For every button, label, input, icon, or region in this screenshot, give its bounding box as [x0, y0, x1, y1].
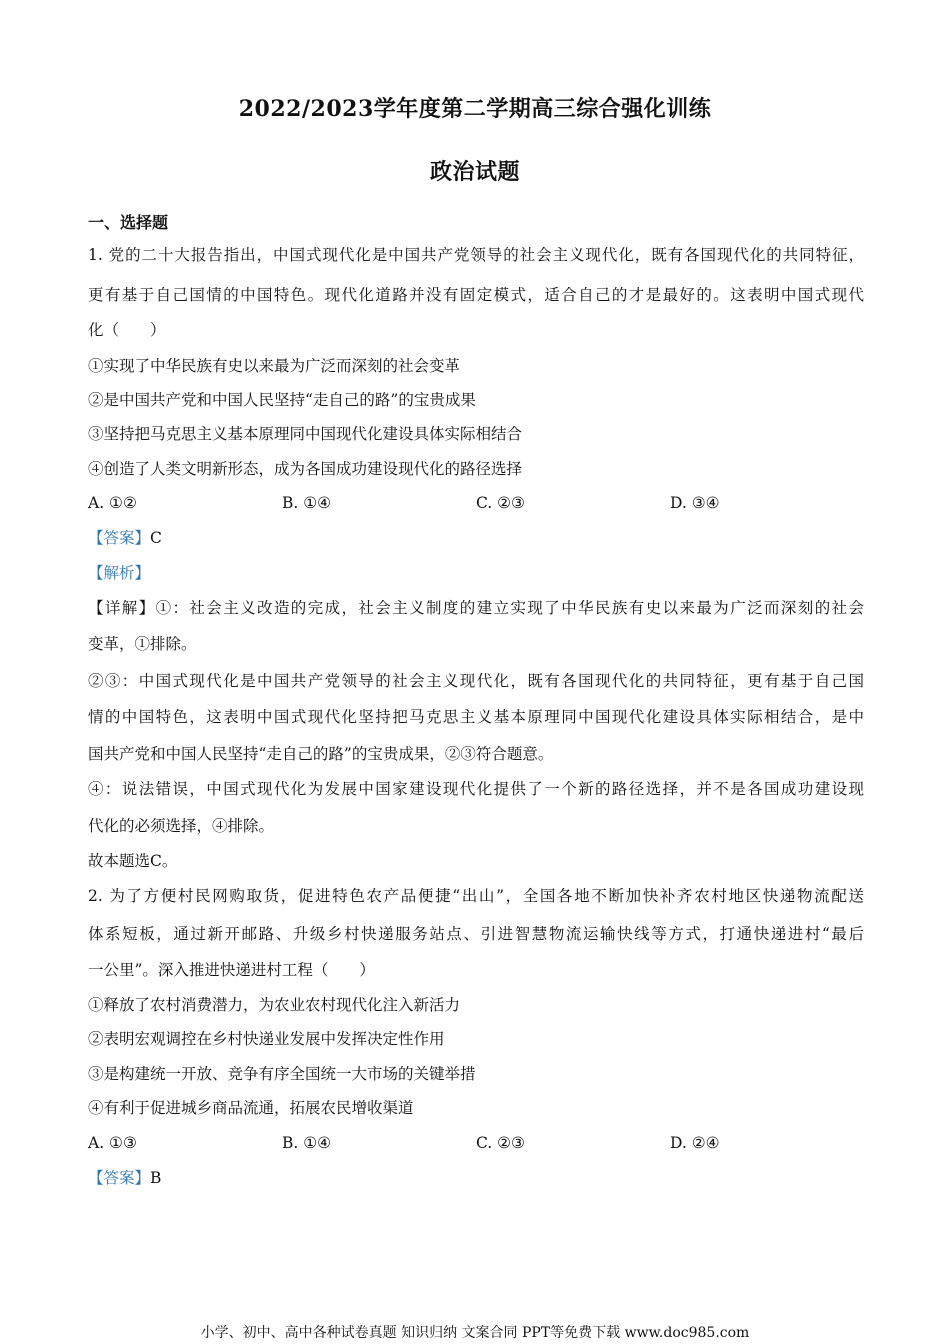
q1-explanation-line: 代化的必须选择，④排除。	[88, 817, 275, 835]
q1-statement: ④创造了人类文明新形态，成为各国成功建设现代化的路径选择	[88, 460, 523, 478]
q2-option-b: B. ①④	[282, 1134, 332, 1152]
q1-statement: ②是中国共产党和中国人民坚持“走自己的路”的宝贵成果	[88, 391, 476, 409]
document-subtitle: 政治试题	[429, 159, 520, 185]
q1-explanation-line: ④：说法错误，中国式现代化为发展中国家建设现代化提供了一个新的路径选择，并不是各国成功建设现	[88, 780, 864, 798]
answer-label: 【答案】	[88, 1169, 151, 1187]
answer-value: C	[150, 529, 162, 547]
q1-statement: ①实现了中华民族有史以来最为广泛而深刻的社会变革	[88, 357, 461, 375]
q2-stem-line: 一公里”。深入推进快递进村工程（ ）	[88, 961, 375, 979]
q2-statement: ②表明宏观调控在乡村快递业发展中发挥决定性作用	[88, 1030, 445, 1048]
answer-label: 【答案】	[88, 529, 151, 547]
q1-stem-line: 化（ ）	[88, 321, 166, 339]
page-footer: 小学、初中、高中各种试卷真题 知识归纳 文案合同 PPT等免费下载 www.doc985.com	[200, 1325, 750, 1341]
q2-stem-line: 2. 为了方便村民网购取货，促进特色农产品便捷“出山”，全国各地不断加快补齐农村地区快递物流配送	[88, 887, 864, 905]
q1-explanation-line: 故本题选C。	[88, 852, 178, 870]
q2-statement: ④有利于促进城乡商品流通，拓展农民增收渠道	[88, 1099, 414, 1117]
q1-option-d: D. ③④	[670, 494, 720, 512]
q2-stem-line: 体系短板，通过新开邮路、升级乡村快递服务站点、引进智慧物流运输快线等方式，打通快递进村“最后	[88, 925, 864, 943]
q1-explanation-line: ②③：中国式现代化是中国共产党领导的社会主义现代化，既有各国现代化的共同特征，更有基于自己国	[88, 672, 864, 690]
q2-statement: ③是构建统一开放、竞争有序全国统一大市场的关键举措	[88, 1065, 476, 1083]
q2-answer	[88, 1168, 161, 1188]
section-heading: 一、选择题	[88, 213, 169, 232]
q1-explanation-line: 【详解】①：社会主义改造的完成，社会主义制度的建立实现了中华民族有史以来最为广泛而深刻的社会	[88, 599, 864, 617]
q2-statement: ①释放了农村消费潜力，为农业农村现代化注入新活力	[88, 996, 461, 1014]
document-title: 2022/2023学年度第二学期高三综合强化训练	[238, 96, 712, 122]
q1-option-b: B. ①④	[282, 494, 332, 512]
q1-option-a: A. ①②	[88, 494, 137, 512]
q1-analysis-label: 【解析】	[88, 564, 151, 582]
q2-option-d: D. ②④	[670, 1134, 720, 1152]
q2-option-c: C. ②③	[476, 1134, 525, 1152]
q1-stem-line: 更有基于自己国情的中国特色。现代化道路并没有固定模式，适合自己的才是最好的。这表明中国式现代	[88, 286, 864, 304]
q1-explanation-line: 国共产党和中国人民坚持“走自己的路”的宝贵成果，②③符合题意。	[88, 745, 554, 763]
q1-option-c: C. ②③	[476, 494, 525, 512]
q1-explanation-line: 变革，①排除。	[88, 635, 197, 653]
q1-answer	[88, 528, 162, 548]
q2-option-a: A. ①③	[88, 1134, 137, 1152]
q1-statement: ③坚持把马克思主义基本原理同中国现代化建设具体实际相结合	[88, 425, 523, 443]
q1-explanation-line: 情的中国特色，这表明中国式现代化坚持把马克思主义基本原理同中国现代化建设具体实际相结合，是中	[88, 708, 864, 726]
answer-value: B	[150, 1169, 162, 1187]
q1-stem-line: 1. 党的二十大报告指出，中国式现代化是中国共产党领导的社会主义现代化，既有各国现代化的共同特征，	[88, 246, 864, 264]
